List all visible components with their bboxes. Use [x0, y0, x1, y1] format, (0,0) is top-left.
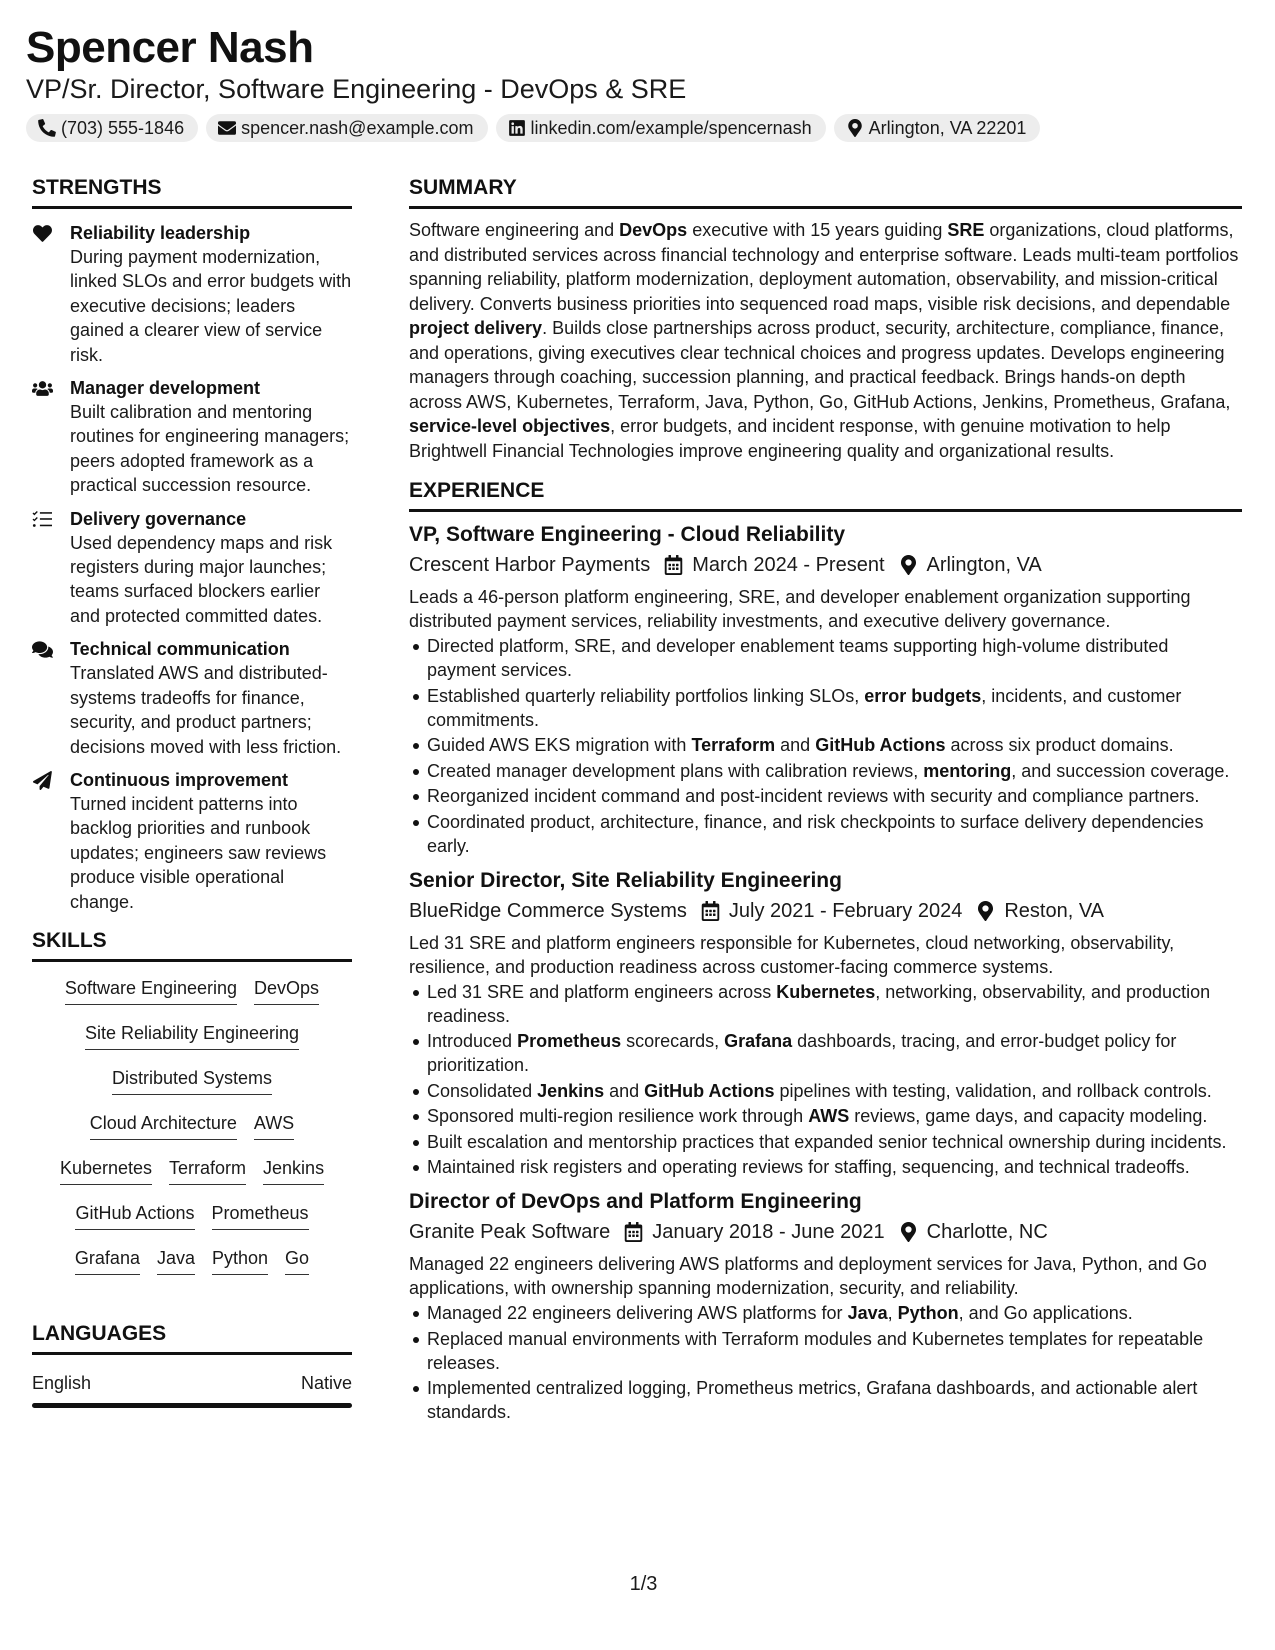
- text-run: , error budgets, and incident response, with genuine motivation to help Brightwell Financial Technologies improve engineering quality and organizational results.: [409, 416, 1171, 461]
- text-run: and: [604, 1080, 645, 1101]
- language-name: English: [32, 1372, 92, 1393]
- phone-contact[interactable]: [26, 114, 198, 142]
- job-bullet: [409, 1130, 1242, 1154]
- languages-section: [32, 1321, 352, 1408]
- text-run: Maintained risk registers and operating reviews for staffing, sequencing, and technical tradeoffs.: [427, 1157, 1190, 1177]
- language-level: Native: [300, 1372, 352, 1393]
- job-company: Granite Peak Software: [409, 1221, 611, 1243]
- job-title: VP, Software Engineering - Cloud Reliability: [409, 523, 846, 546]
- skill-row: [85, 1019, 299, 1064]
- candidate-headline: VP/Sr. Director, Software Engineering - DevOps & SRE: [26, 74, 687, 104]
- text-run: Introduced: [427, 1031, 518, 1051]
- strengths-list: [32, 221, 352, 914]
- bold-keyword: Kubernetes: [776, 981, 876, 1002]
- job-meta: [409, 551, 1242, 579]
- job-bullets: [409, 634, 1242, 858]
- job-entry: [409, 521, 1242, 858]
- skill-row: [90, 1109, 294, 1154]
- text-run: Software engineering and: [409, 220, 620, 240]
- email-contact[interactable]: [206, 114, 487, 142]
- experience-heading: EXPERIENCE: [409, 478, 1242, 512]
- text-run: , networking, observability, and production readiness.: [427, 981, 1211, 1026]
- summary-heading: SUMMARY: [409, 175, 1242, 209]
- skill-tag: Jenkins: [263, 1156, 324, 1185]
- skill-tag: Java: [157, 1246, 195, 1275]
- skill-tag: GitHub Actions: [75, 1201, 194, 1230]
- job-bullet: [409, 1155, 1242, 1179]
- left-column: [32, 175, 352, 1426]
- bold-keyword: Terraform: [691, 735, 776, 755]
- job-title: Director of DevOps and Platform Engineering: [409, 1190, 862, 1213]
- map-marker-icon: [846, 119, 864, 137]
- job-meta: [409, 1218, 1242, 1246]
- language-level-bar: [32, 1403, 352, 1408]
- job-bullet: [409, 1104, 1242, 1128]
- bold-keyword: service-level objectives: [409, 416, 611, 436]
- bold-keyword: AWS: [808, 1106, 850, 1126]
- skill-row: [65, 974, 319, 1019]
- email-text: spencer.nash@example.com: [241, 117, 474, 138]
- contact-bar: [26, 114, 1249, 142]
- skill-tag: Distributed Systems: [112, 1066, 272, 1095]
- strength-title: Reliability leadership: [70, 223, 251, 243]
- text-run: Established quarterly reliability portfolios linking SLOs,: [427, 685, 865, 706]
- comments-icon: [32, 640, 53, 659]
- text-run: ,: [887, 1303, 898, 1323]
- strength-item: [32, 637, 352, 759]
- text-run: Consolidated: [427, 1080, 538, 1101]
- strength-description: Built calibration and mentoring routines for engineering managers; peers adopted framework as a practical succession resource.: [70, 402, 350, 496]
- job-description: Managed 22 engineers delivering AWS platforms and deployment services for Java, Python, and Go applications, with ownership spanning modernization, security, and reliability.: [409, 1254, 1207, 1298]
- two-column-body: [26, 175, 1249, 1426]
- text-run: Managed 22 engineers delivering AWS platforms for: [427, 1303, 848, 1323]
- linkedin-icon: [508, 119, 526, 137]
- skill-tag: Software Engineering: [65, 976, 237, 1005]
- job-entry: [409, 1188, 1242, 1424]
- text-run: across six product domains.: [945, 735, 1174, 755]
- job-company: BlueRidge Commerce Systems: [409, 899, 687, 922]
- text-run: Reorganized incident command and post-incident reviews with security and compliance partners.: [427, 786, 1200, 806]
- location-contact: [834, 114, 1041, 142]
- job-dates: July 2021 - February 2024: [728, 899, 963, 922]
- job-bullet: [409, 759, 1242, 783]
- text-run: . Builds close partnerships across product, security, architecture, compliance, finance, and operations, giving executives clear technical choices and progress updates. Develops engineering managers through coaching, succession planning, and practical feedback. Brings hands-on depth across AWS, Kubernetes, Terraform, Java, Python, Go, GitHub Actions, Jenkins, Prometheus, Grafana,: [409, 318, 1231, 412]
- job-bullet: [409, 1327, 1242, 1375]
- job-bullet: [409, 810, 1242, 858]
- text-run: , incidents, and customer commitments.: [427, 685, 1182, 730]
- strength-title: Technical communication: [70, 639, 290, 660]
- strength-item: [32, 376, 352, 498]
- bold-keyword: Java: [847, 1303, 888, 1323]
- skill-row: [60, 1154, 324, 1199]
- summary-text: [409, 218, 1242, 463]
- bold-keyword: Prometheus: [517, 1031, 622, 1051]
- skills-list: [32, 974, 352, 1289]
- strength-title: Continuous improvement: [70, 769, 289, 790]
- text-run: Led 31 SRE and platform engineers across: [427, 981, 777, 1002]
- heart-icon: [32, 224, 53, 243]
- map-marker-icon: [899, 1222, 918, 1242]
- job-bullet: [409, 1376, 1242, 1424]
- map-marker-icon: [899, 555, 918, 575]
- skill-tag: Prometheus: [212, 1201, 309, 1230]
- text-run: , and Go applications.: [958, 1303, 1133, 1323]
- text-run: Guided AWS EKS migration with: [427, 735, 692, 755]
- language-item: [32, 1371, 352, 1395]
- text-run: Created manager development plans with calibration reviews,: [427, 760, 924, 781]
- bold-keyword: GitHub Actions: [815, 735, 946, 755]
- skill-row: [75, 1199, 308, 1244]
- job-dates: March 2024 - Present: [692, 554, 885, 576]
- map-marker-icon: [976, 901, 995, 921]
- skill-row: [112, 1064, 272, 1109]
- job-entry: [409, 867, 1242, 1180]
- languages-heading: LANGUAGES: [32, 1321, 352, 1355]
- skill-tag: Python: [212, 1246, 268, 1275]
- job-bullet: [409, 733, 1242, 757]
- strength-description: During payment modernization, linked SLOs and error budgets with executive decisions; leaders gained a clearer view of service risk.: [70, 247, 352, 365]
- strength-item: [32, 221, 352, 367]
- text-run: pipelines with testing, validation, and rollback controls.: [774, 1080, 1212, 1101]
- location-text: Arlington, VA 22201: [868, 117, 1027, 138]
- bold-keyword: Python: [897, 1303, 959, 1323]
- job-bullet: [409, 684, 1242, 732]
- calendar-icon: [664, 555, 683, 575]
- phone-text: (703) 555-1846: [61, 117, 185, 138]
- checklist-icon: [32, 510, 53, 529]
- text-run: organizations, cloud platforms, and distributed services across financial technology and enterprise software. Leads multi-team portfolios spanning reliability, platform modernization, deployment automation, observability, and mission-critical delivery. Converts business priorities into sequenced road maps, visible risk decisions, and dependable: [409, 220, 1239, 314]
- strength-description: Turned incident patterns into backlog priorities and runbook updates; engineers saw reviews produce visible operational change.: [70, 793, 327, 912]
- text-run: , and succession coverage.: [1011, 760, 1230, 781]
- job-bullets: [409, 980, 1242, 1180]
- bold-keyword: GitHub Actions: [644, 1080, 775, 1101]
- bold-keyword: Jenkins: [537, 1080, 605, 1101]
- bold-keyword: DevOps: [619, 220, 688, 240]
- job-location: Charlotte, NC: [926, 1221, 1048, 1243]
- job-bullet: [409, 1029, 1242, 1077]
- bold-keyword: Grafana: [724, 1031, 793, 1051]
- bold-keyword: SRE: [947, 220, 985, 240]
- strength-title: Delivery governance: [70, 508, 247, 529]
- strengths-heading: STRENGTHS: [32, 175, 352, 209]
- skill-tag: AWS: [254, 1111, 294, 1140]
- job-bullets: [409, 1301, 1242, 1424]
- job-description: Leads a 46-person platform engineering, SRE, and developer enablement organization supporting distributed payment services, reliability investments, and executive delivery governance.: [409, 587, 1191, 631]
- job-bullet: [409, 980, 1242, 1028]
- job-meta: [409, 897, 1242, 925]
- linkedin-text: linkedin.com/example/spencernash: [530, 117, 812, 138]
- text-run: reviews, game days, and capacity modeling.: [849, 1106, 1208, 1126]
- text-run: Directed platform, SRE, and developer enablement teams supporting high-volume distributed payment services.: [427, 636, 1169, 680]
- job-bullet: [409, 634, 1242, 682]
- strength-item: [32, 768, 352, 914]
- strength-item: [32, 507, 352, 629]
- right-column: [409, 175, 1242, 1426]
- calendar-icon: [701, 901, 720, 921]
- strength-title: Manager development: [70, 378, 261, 399]
- linkedin-contact[interactable]: [496, 114, 826, 142]
- skill-tag: Cloud Architecture: [90, 1111, 237, 1140]
- skills-heading: SKILLS: [32, 928, 352, 962]
- text-run: Sponsored multi-region resilience work through: [427, 1106, 809, 1126]
- text-run: Implemented centralized logging, Prometheus metrics, Grafana dashboards, and actionable alert standards.: [427, 1378, 1198, 1422]
- job-company: Crescent Harbor Payments: [409, 554, 651, 576]
- skill-tag: Grafana: [75, 1246, 140, 1275]
- text-run: executive with 15 years guiding: [687, 220, 948, 240]
- paper-plane-icon: [32, 771, 53, 790]
- text-run: Coordinated product, architecture, finance, and risk checkpoints to surface delivery dependencies early.: [427, 811, 1204, 856]
- job-title: Senior Director, Site Reliability Engineering: [409, 868, 842, 892]
- skill-tag: Terraform: [169, 1156, 246, 1185]
- strength-description: Used dependency maps and risk registers during major launches; teams surfaced blockers earlier and protected committed dates.: [70, 532, 333, 626]
- calendar-icon: [624, 1222, 643, 1242]
- page-number: 1/3: [629, 1573, 658, 1595]
- text-run: Replaced manual environments with Terraform modules and Kubernetes templates for repeatable releases.: [427, 1328, 1204, 1373]
- skill-tag: Kubernetes: [60, 1156, 152, 1185]
- skills-section: [32, 928, 352, 1289]
- job-location: Arlington, VA: [926, 554, 1042, 576]
- job-description: Led 31 SRE and platform engineers responsible for Kubernetes, cloud networking, observability, resilience, and production readiness across customer-facing commerce systems.: [409, 932, 1175, 977]
- skill-tag: DevOps: [254, 976, 319, 1005]
- skill-tag: Go: [285, 1246, 309, 1275]
- experience-section: [409, 478, 1242, 1424]
- candidate-name: Spencer Nash: [26, 23, 314, 72]
- job-bullet: [409, 784, 1242, 808]
- text-run: Built escalation and mentorship practices that expanded senior technical ownership during incidents.: [427, 1131, 1227, 1152]
- job-dates: January 2018 - June 2021: [652, 1221, 885, 1243]
- bold-keyword: error budgets: [864, 685, 982, 706]
- users-icon: [32, 379, 53, 398]
- skill-row: [75, 1244, 309, 1289]
- text-run: and: [775, 735, 816, 755]
- envelope-icon: [218, 119, 236, 137]
- bold-keyword: mentoring: [923, 760, 1012, 781]
- text-run: dashboards, tracing, and error-budget policy for prioritization.: [427, 1031, 1177, 1075]
- phone-icon: [38, 119, 56, 137]
- strength-description: Translated AWS and distributed-systems tradeoffs for finance, security, and product partners; decisions moved with less friction.: [70, 663, 342, 757]
- job-location: Reston, VA: [1004, 899, 1105, 922]
- text-run: scorecards,: [621, 1031, 725, 1051]
- bold-keyword: project delivery: [409, 318, 543, 338]
- skill-tag: Site Reliability Engineering: [85, 1021, 299, 1050]
- job-bullet: [409, 1079, 1242, 1103]
- job-bullet: [409, 1301, 1242, 1325]
